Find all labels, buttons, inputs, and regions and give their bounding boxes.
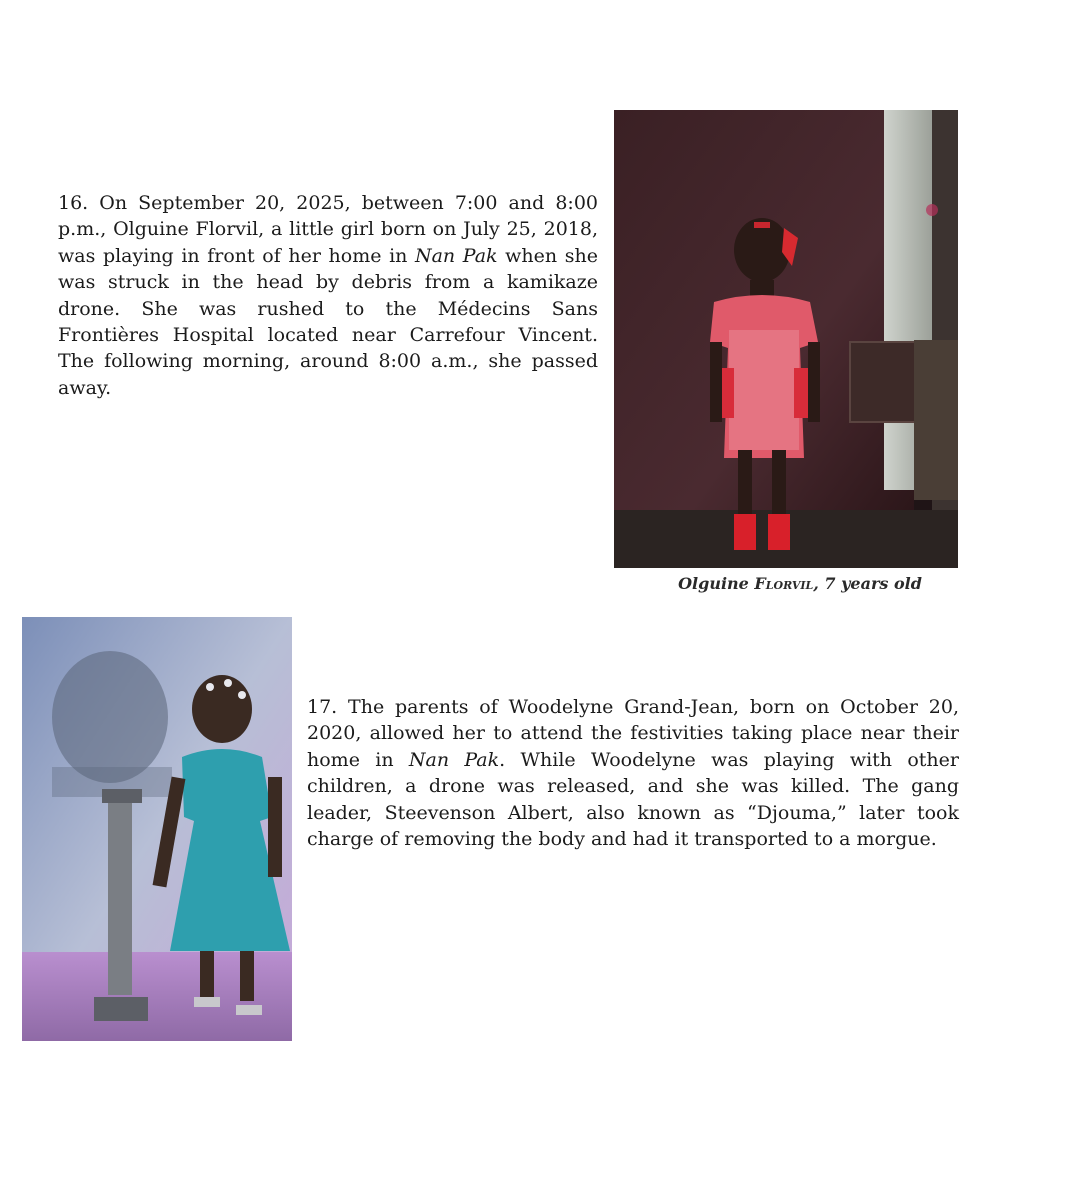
caption-last-name: Florvil xyxy=(754,574,814,593)
photo-woodelyne-grand-jean xyxy=(22,617,292,1041)
paragraph-16-text-a: 16. On September 20, 2025, between 7:00 and 8:00 p.m., Olguine Florvil, a little girl born on July 25, 2018, was playing in front of her home in xyxy=(58,192,598,267)
paragraph-17 xyxy=(307,694,959,852)
paragraph-17-text-a: 17. The parents of Woodelyne Grand-Jean, born on October 20, 2020, allowed her to attend the festivities taking place near their home in xyxy=(307,696,959,771)
caption-age: , 7 years old xyxy=(813,574,922,593)
paragraph-16-text-b: when she was struck in the head by debris from a kamikaze drone. She was rushed to the Médecins Sans Frontières Hospital located near Carrefour Vincent. The following morning, around 8:00 a.m., she passed away. xyxy=(58,244,598,399)
paragraph-17-place: Nan Pak xyxy=(408,748,500,771)
caption-first-name: Olguine xyxy=(678,574,755,593)
paragraph-16 xyxy=(58,190,598,401)
photo-olguine-florvil xyxy=(614,110,958,568)
photo-caption xyxy=(614,574,986,593)
paragraph-16-place: Nan Pak xyxy=(414,244,498,267)
paragraph-17-text-b: . While Woodelyne was playing with other children, a drone was released, and she was killed. The gang leader, Steevenson Albert, also known as “Djouma,” later took charge of removing the body and had it transported to a morgue. xyxy=(307,748,959,851)
